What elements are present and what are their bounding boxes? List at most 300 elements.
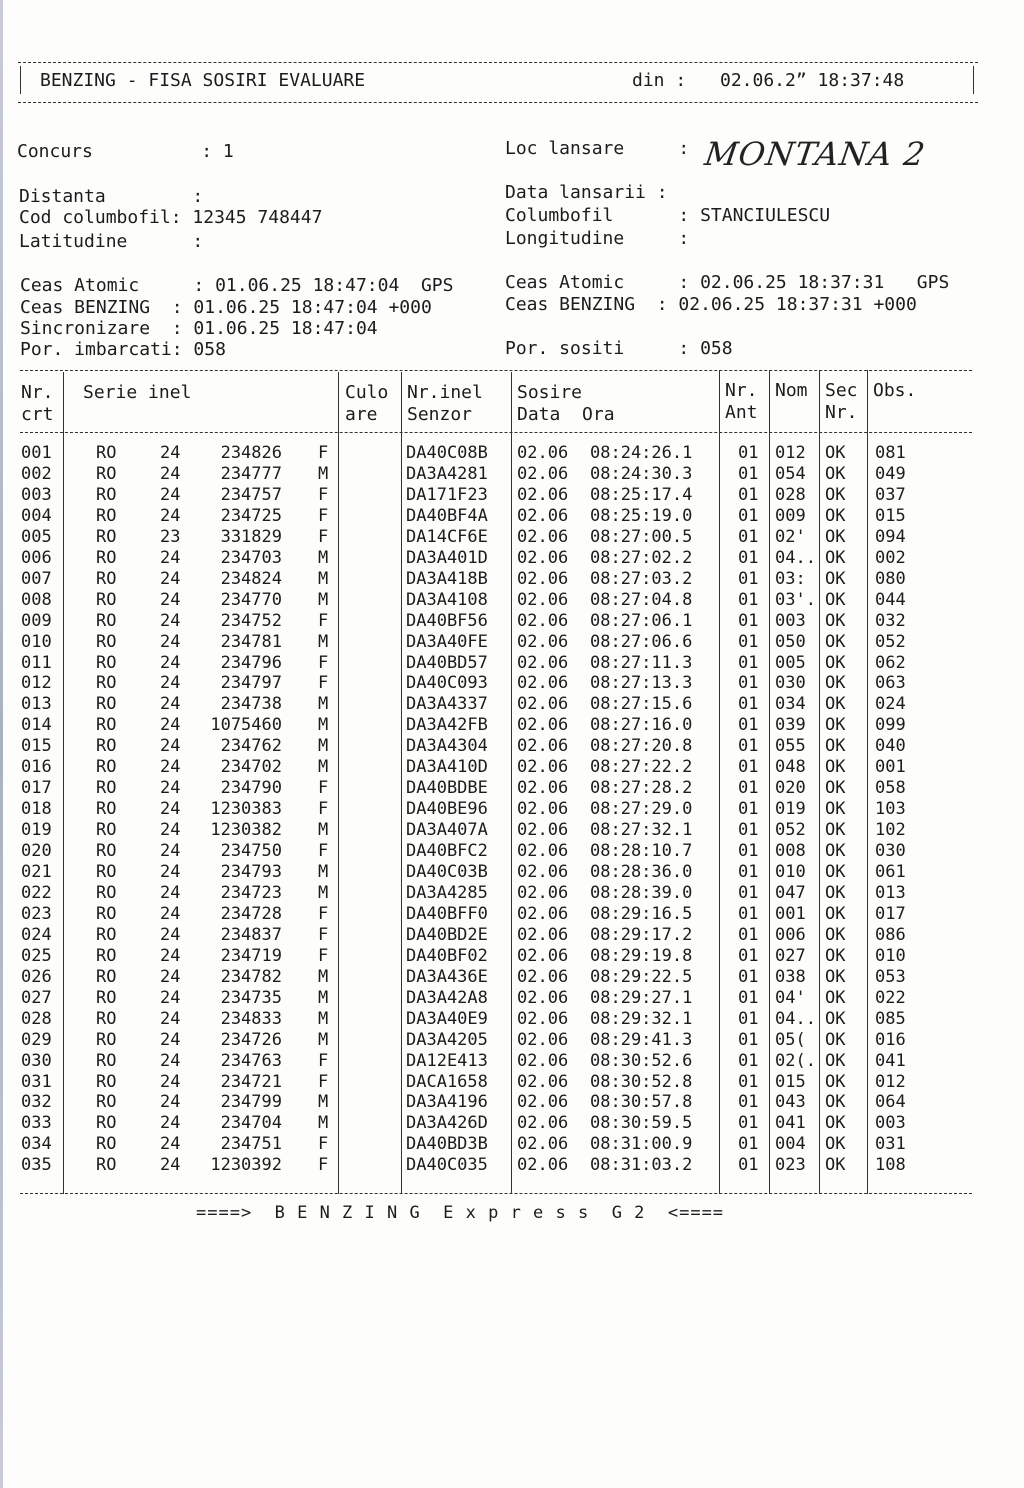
cell-country: RO <box>96 463 117 484</box>
cell-time: 08:27:15.6 <box>590 694 693 715</box>
cell-ant: 01 <box>738 820 759 841</box>
cell-date: 02.06 <box>517 1050 569 1071</box>
cell-senzor: DA14CF6E <box>406 526 488 547</box>
table-row <box>0 506 1024 527</box>
cell-date: 02.06 <box>517 736 569 757</box>
cell-date: 02.06 <box>517 463 569 484</box>
table-row <box>0 778 1024 799</box>
cell-time: 08:25:19.0 <box>590 505 693 526</box>
cell-senzor: DA40BDBE <box>406 778 488 799</box>
cell-sex: F <box>318 443 329 463</box>
cell-ring: 234750 <box>220 841 282 862</box>
cell-sex: F <box>318 799 329 820</box>
cell-nom: 038 <box>775 966 806 987</box>
cell-ant: 01 <box>738 1008 759 1029</box>
cell-sex: F <box>318 945 329 966</box>
left-ceas-atomic: Ceas Atomic : 01.06.25 18:47:04 GPS <box>20 275 454 296</box>
cell-country: RO <box>96 589 117 610</box>
cell-country: RO <box>96 547 117 568</box>
cell-nom: 020 <box>775 778 806 799</box>
table-row <box>0 1134 1024 1155</box>
cell-date: 02.06 <box>517 1092 569 1113</box>
cell-nr-crt: 031 <box>21 1071 52 1092</box>
cell-nom: 055 <box>775 736 806 757</box>
cell-obs: 061 <box>875 862 906 882</box>
cell-time: 08:27:16.0 <box>590 715 693 736</box>
cell-ant: 01 <box>738 547 759 568</box>
table-row <box>0 464 1024 485</box>
report-title: BENZING - FISA SOSIRI EVALUARE <box>40 70 366 91</box>
cell-sec: OK <box>825 1155 846 1176</box>
cell-obs: 031 <box>875 1134 906 1155</box>
cell-ant: 01 <box>738 987 759 1008</box>
cell-senzor: DA40C093 <box>406 673 488 694</box>
cell-sec: OK <box>825 1050 846 1071</box>
cell-date: 02.06 <box>517 757 569 778</box>
cell-obs: 017 <box>875 903 906 924</box>
cell-time: 08:29:41.3 <box>590 1029 693 1050</box>
cell-time: 08:27:04.8 <box>590 589 693 610</box>
table-row <box>0 883 1024 904</box>
cell-nom: 006 <box>775 924 806 945</box>
cell-date: 02.06 <box>517 589 569 610</box>
cell-ant: 01 <box>738 1155 759 1176</box>
cell-obs: 016 <box>875 1029 906 1050</box>
cell-obs: 003 <box>875 1113 906 1134</box>
cell-date: 02.06 <box>517 1029 569 1050</box>
cell-ant: 01 <box>738 1050 759 1071</box>
cell-sex: F <box>318 1071 329 1092</box>
cell-time: 08:27:03.2 <box>590 568 693 589</box>
cell-sex: F <box>318 652 329 673</box>
cell-nr-crt: 029 <box>21 1029 52 1050</box>
cell-time: 08:27:06.6 <box>590 631 693 652</box>
cell-year: 23 <box>160 526 181 547</box>
cell-country: RO <box>96 443 117 463</box>
cell-nom: 008 <box>775 841 806 862</box>
cell-ant: 01 <box>738 673 759 694</box>
cell-year: 24 <box>160 778 181 799</box>
cell-senzor: DA3A426D <box>406 1113 488 1134</box>
cell-sex: M <box>318 694 329 715</box>
cell-time: 08:27:13.3 <box>590 673 693 694</box>
cell-obs: 044 <box>875 589 906 610</box>
cell-nom: 05( <box>775 1029 806 1050</box>
cell-date: 02.06 <box>517 799 569 820</box>
table-row <box>0 736 1024 757</box>
cell-date: 02.06 <box>517 652 569 673</box>
cell-ring: 1230382 <box>210 820 282 841</box>
cell-sex: F <box>318 484 329 505</box>
cell-obs: 037 <box>875 484 906 505</box>
cell-year: 24 <box>160 1050 181 1071</box>
cell-nom: 015 <box>775 1071 806 1092</box>
cell-ant: 01 <box>738 1029 759 1050</box>
cell-senzor: DA3A40E9 <box>406 1008 488 1029</box>
cell-sex: M <box>318 1029 329 1050</box>
cell-nom: 003 <box>775 610 806 631</box>
cell-nr-crt: 012 <box>21 673 52 694</box>
cell-ant: 01 <box>738 1092 759 1113</box>
cell-obs: 022 <box>875 987 906 1008</box>
cell-senzor: DA40BF02 <box>406 945 488 966</box>
cell-sec: OK <box>825 1113 846 1134</box>
cell-senzor: DA3A4196 <box>406 1092 488 1113</box>
cell-time: 08:27:28.2 <box>590 778 693 799</box>
cell-senzor: DA40C035 <box>406 1155 488 1176</box>
cell-obs: 002 <box>875 547 906 568</box>
col-nr: Nr. <box>21 382 54 403</box>
right-ceas-atomic: Ceas Atomic : 02.06.25 18:37:31 GPS <box>505 272 950 293</box>
cell-year: 24 <box>160 610 181 631</box>
cell-country: RO <box>96 799 117 820</box>
cell-sec: OK <box>825 610 846 631</box>
cell-nr-crt: 027 <box>21 987 52 1008</box>
cell-sec: OK <box>825 505 846 526</box>
table-row <box>0 988 1024 1009</box>
right-ceas-benzing: Ceas BENZING : 02.06.25 18:37:31 +000 <box>505 294 917 315</box>
cell-nr-crt: 028 <box>21 1008 52 1029</box>
left-sincronizare: Sincronizare : 01.06.25 18:47:04 <box>20 318 378 339</box>
header-left-bar <box>20 66 21 94</box>
cell-obs: 015 <box>875 505 906 526</box>
table-row <box>0 443 1024 464</box>
cell-nom: 027 <box>775 945 806 966</box>
cell-year: 24 <box>160 1071 181 1092</box>
cell-sec: OK <box>825 547 846 568</box>
table-row <box>0 673 1024 694</box>
columbofil-line: Columbofil : STANCIULESCU <box>505 205 831 226</box>
cell-senzor: DA40BFF0 <box>406 903 488 924</box>
cell-year: 24 <box>160 1092 181 1113</box>
cell-nr-crt: 020 <box>21 841 52 862</box>
cell-sex: F <box>318 903 329 924</box>
table-top-rule <box>20 370 972 371</box>
cell-time: 08:29:22.5 <box>590 966 693 987</box>
cell-nr-crt: 026 <box>21 966 52 987</box>
cell-country: RO <box>96 903 117 924</box>
cell-ring: 234723 <box>220 882 282 903</box>
cell-date: 02.06 <box>517 443 569 463</box>
cell-sec: OK <box>825 715 846 736</box>
cell-sec: OK <box>825 924 846 945</box>
loc-lansare-line: Loc lansare : <box>505 138 690 159</box>
cell-obs: 041 <box>875 1050 906 1071</box>
cell-time: 08:30:57.8 <box>590 1092 693 1113</box>
table-row <box>0 715 1024 736</box>
cell-obs: 102 <box>875 820 906 841</box>
cell-country: RO <box>96 1071 117 1092</box>
col-serie-inel: Serie inel <box>83 382 192 403</box>
cell-year: 24 <box>160 862 181 882</box>
cell-senzor: DA171F23 <box>406 484 488 505</box>
cell-country: RO <box>96 778 117 799</box>
col-sosire: Sosire <box>517 382 583 403</box>
cell-senzor: DA40BF4A <box>406 505 488 526</box>
cell-nom: 001 <box>775 903 806 924</box>
col-nr-inel: Nr.inel <box>407 382 483 403</box>
cell-senzor: DA3A4205 <box>406 1029 488 1050</box>
cell-sec: OK <box>825 757 846 778</box>
cell-year: 24 <box>160 799 181 820</box>
cell-time: 08:27:29.0 <box>590 799 693 820</box>
cell-ant: 01 <box>738 945 759 966</box>
table-row <box>0 925 1024 946</box>
cell-sex: F <box>318 526 329 547</box>
longitudine-line: Longitudine : <box>505 228 690 249</box>
cell-obs: 108 <box>875 1155 906 1176</box>
cell-year: 24 <box>160 484 181 505</box>
cell-year: 24 <box>160 1155 181 1176</box>
cell-nom: 047 <box>775 882 806 903</box>
cell-ant: 01 <box>738 610 759 631</box>
cell-ring: 234725 <box>220 505 282 526</box>
cell-ant: 01 <box>738 694 759 715</box>
cell-time: 08:31:03.2 <box>590 1155 693 1176</box>
cell-sex: M <box>318 966 329 987</box>
cell-nr-crt: 014 <box>21 715 52 736</box>
print-datetime: 02.06.2” 18:37:48 <box>720 70 905 91</box>
cell-nr-crt: 010 <box>21 631 52 652</box>
cell-nr-crt: 025 <box>21 945 52 966</box>
cell-senzor: DA40BFC2 <box>406 841 488 862</box>
cell-ring: 234763 <box>220 1050 282 1071</box>
cell-obs: 103 <box>875 799 906 820</box>
cell-sex: F <box>318 1134 329 1155</box>
table-row <box>0 841 1024 862</box>
cell-sec: OK <box>825 903 846 924</box>
cell-senzor: DACA1658 <box>406 1071 488 1092</box>
cell-country: RO <box>96 924 117 945</box>
cell-year: 24 <box>160 987 181 1008</box>
cell-time: 08:28:39.0 <box>590 882 693 903</box>
table-row <box>0 611 1024 632</box>
cell-time: 08:29:17.2 <box>590 924 693 945</box>
cell-senzor: DA3A407A <box>406 820 488 841</box>
cell-ant: 01 <box>738 799 759 820</box>
cell-senzor: DA3A4108 <box>406 589 488 610</box>
cell-ant: 01 <box>738 924 759 945</box>
cell-country: RO <box>96 1008 117 1029</box>
cell-date: 02.06 <box>517 715 569 736</box>
table-row <box>0 1113 1024 1134</box>
table-row <box>0 1155 1024 1176</box>
cell-date: 02.06 <box>517 484 569 505</box>
cell-nr-crt: 024 <box>21 924 52 945</box>
cell-senzor: DA3A418B <box>406 568 488 589</box>
cell-ring: 234790 <box>220 778 282 799</box>
cell-sex: M <box>318 589 329 610</box>
cell-country: RO <box>96 1155 117 1176</box>
cell-senzor: DA3A40FE <box>406 631 488 652</box>
cell-sec: OK <box>825 862 846 882</box>
cell-sex: F <box>318 924 329 945</box>
cell-time: 08:25:17.4 <box>590 484 693 505</box>
cell-nr-crt: 032 <box>21 1092 52 1113</box>
cell-nr-crt: 005 <box>21 526 52 547</box>
left-ceas-benzing: Ceas BENZING : 01.06.25 18:47:04 +000 <box>20 297 432 318</box>
cell-nom: 010 <box>775 862 806 882</box>
col-sec: Sec <box>825 380 858 401</box>
cell-obs: 010 <box>875 945 906 966</box>
por-sositi: Por. sositi : 058 <box>505 338 733 359</box>
cell-ring: 234837 <box>220 924 282 945</box>
cell-senzor: DA40C03B <box>406 862 488 882</box>
cell-nr-crt: 022 <box>21 882 52 903</box>
cell-ant: 01 <box>738 757 759 778</box>
cell-ring: 234782 <box>220 966 282 987</box>
din-label: din : <box>632 70 687 91</box>
cell-time: 08:27:11.3 <box>590 652 693 673</box>
cell-sex: M <box>318 862 329 882</box>
cell-nom: 041 <box>775 1113 806 1134</box>
cell-ring: 234799 <box>220 1092 282 1113</box>
cell-country: RO <box>96 820 117 841</box>
cell-country: RO <box>96 882 117 903</box>
cell-ant: 01 <box>738 526 759 547</box>
cell-sec: OK <box>825 987 846 1008</box>
cell-country: RO <box>96 1113 117 1134</box>
cell-date: 02.06 <box>517 631 569 652</box>
cell-year: 24 <box>160 757 181 778</box>
table-row <box>0 1092 1024 1113</box>
table-row <box>0 1009 1024 1030</box>
cell-country: RO <box>96 1134 117 1155</box>
cell-country: RO <box>96 862 117 882</box>
cell-country: RO <box>96 1029 117 1050</box>
col-sec-nr: Nr. <box>825 402 858 423</box>
cell-time: 08:30:59.5 <box>590 1113 693 1134</box>
cell-ring: 234738 <box>220 694 282 715</box>
cell-date: 02.06 <box>517 526 569 547</box>
cell-nom: 052 <box>775 820 806 841</box>
table-row <box>0 569 1024 590</box>
cell-senzor: DA40BE96 <box>406 799 488 820</box>
cell-nom: 034 <box>775 694 806 715</box>
cell-nom: 043 <box>775 1092 806 1113</box>
cell-nr-crt: 007 <box>21 568 52 589</box>
cell-date: 02.06 <box>517 862 569 882</box>
cell-ant: 01 <box>738 841 759 862</box>
cell-senzor: DA3A401D <box>406 547 488 568</box>
cell-nr-crt: 035 <box>21 1155 52 1176</box>
cell-sex: M <box>318 1092 329 1113</box>
cell-nom: 04.. <box>775 547 816 568</box>
cell-sec: OK <box>825 443 846 463</box>
cell-country: RO <box>96 568 117 589</box>
cell-ant: 01 <box>738 1134 759 1155</box>
cell-senzor: DA3A410D <box>406 757 488 778</box>
cell-ring: 234781 <box>220 631 282 652</box>
cell-senzor: DA3A4304 <box>406 736 488 757</box>
cell-date: 02.06 <box>517 673 569 694</box>
table-row <box>0 590 1024 611</box>
cell-sec: OK <box>825 945 846 966</box>
cell-year: 24 <box>160 945 181 966</box>
cell-year: 24 <box>160 736 181 757</box>
cell-country: RO <box>96 841 117 862</box>
cell-sex: F <box>318 673 329 694</box>
col-ant: Ant <box>725 402 758 423</box>
cell-time: 08:27:02.2 <box>590 547 693 568</box>
cell-date: 02.06 <box>517 1071 569 1092</box>
cell-ant: 01 <box>738 882 759 903</box>
cell-senzor: DA40BD2E <box>406 924 488 945</box>
table-row <box>0 757 1024 778</box>
cell-time: 08:27:06.1 <box>590 610 693 631</box>
cell-sec: OK <box>825 673 846 694</box>
cell-time: 08:27:32.1 <box>590 820 693 841</box>
cell-year: 24 <box>160 1029 181 1050</box>
cell-senzor: DA3A4281 <box>406 463 488 484</box>
table-row <box>0 548 1024 569</box>
latitudine-line: Latitudine : <box>19 231 204 252</box>
cell-nr-crt: 011 <box>21 652 52 673</box>
cell-ring: 234826 <box>220 443 282 463</box>
cell-senzor: DA3A436E <box>406 966 488 987</box>
cell-ring: 234728 <box>220 903 282 924</box>
cell-sec: OK <box>825 736 846 757</box>
table-row <box>0 946 1024 967</box>
cell-ring: 234702 <box>220 757 282 778</box>
cell-sec: OK <box>825 463 846 484</box>
table-row <box>0 967 1024 988</box>
table-bottom-rule <box>20 1193 972 1194</box>
cell-nr-crt: 015 <box>21 736 52 757</box>
cell-ant: 01 <box>738 505 759 526</box>
cell-sec: OK <box>825 652 846 673</box>
cell-nom: 03'. <box>775 589 816 610</box>
cell-year: 24 <box>160 903 181 924</box>
cell-obs: 013 <box>875 882 906 903</box>
cell-year: 24 <box>160 1134 181 1155</box>
cell-sex: M <box>318 882 329 903</box>
cell-senzor: DA40BD57 <box>406 652 488 673</box>
cell-sec: OK <box>825 820 846 841</box>
cell-obs: 086 <box>875 924 906 945</box>
cell-ring: 331829 <box>220 526 282 547</box>
cell-nom: 02(. <box>775 1050 816 1071</box>
cod-columbofil-line: Cod columbofil: 12345 748447 <box>19 207 323 228</box>
cell-date: 02.06 <box>517 987 569 1008</box>
col-obs: Obs. <box>873 380 917 401</box>
cell-nr-crt: 002 <box>21 463 52 484</box>
cell-sex: M <box>318 463 329 484</box>
cell-ring: 234762 <box>220 736 282 757</box>
col-nr-ant: Nr. <box>725 380 758 401</box>
cell-nr-crt: 021 <box>21 862 52 882</box>
table-row <box>0 904 1024 925</box>
cell-country: RO <box>96 652 117 673</box>
cell-ring: 234793 <box>220 862 282 882</box>
cell-date: 02.06 <box>517 945 569 966</box>
cell-sec: OK <box>825 841 846 862</box>
loc-lansare-handwritten: MONTANA 2 <box>702 135 929 173</box>
cell-ant: 01 <box>738 463 759 484</box>
cell-time: 08:27:22.2 <box>590 757 693 778</box>
cell-year: 24 <box>160 443 181 463</box>
cell-obs: 024 <box>875 694 906 715</box>
cell-nr-crt: 006 <box>21 547 52 568</box>
por-imbarcati: Por. imbarcati: 058 <box>20 339 226 360</box>
cell-nr-crt: 004 <box>21 505 52 526</box>
cell-time: 08:29:32.1 <box>590 1008 693 1029</box>
cell-sec: OK <box>825 1071 846 1092</box>
cell-sec: OK <box>825 484 846 505</box>
cell-obs: 012 <box>875 1071 906 1092</box>
cell-sec: OK <box>825 568 846 589</box>
cell-ring: 234735 <box>220 987 282 1008</box>
